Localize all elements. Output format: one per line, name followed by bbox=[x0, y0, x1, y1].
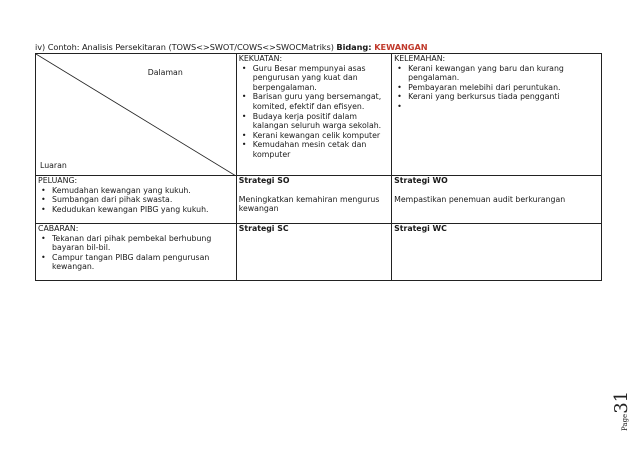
list-item: • Tekanan dari pihak pembekal berhubung bayaran bil-bil. bbox=[38, 234, 234, 253]
heading-text: iv) Contoh: Analisis Persekitaran (TOWS<>SWOT/COWS<>SWOCMatriks) bbox=[35, 42, 337, 52]
cabaran-cell bbox=[36, 224, 237, 281]
peluang-list bbox=[38, 186, 234, 215]
bidang-value: KEWANGAN bbox=[374, 42, 428, 52]
section-heading bbox=[35, 42, 428, 52]
peluang-title: PELUANG: bbox=[38, 176, 78, 185]
list-item: • Sumbangan dari pihak swasta. bbox=[38, 195, 234, 205]
strategi-sc-cell bbox=[236, 224, 391, 281]
strategi-wc-title: Strategi WC bbox=[394, 224, 447, 233]
kekuatan-cell bbox=[236, 54, 391, 176]
luaran-label: Luaran bbox=[40, 161, 67, 171]
list-item: • Budaya kerja positif dalam kalangan seluruh warga sekolah. bbox=[239, 112, 389, 131]
swot-matrix-table bbox=[35, 53, 602, 281]
peluang-cell bbox=[36, 176, 237, 224]
kelemahan-title: KELEMAHAN: bbox=[394, 54, 446, 63]
list-item: • Campur tangan PIBG dalam pengurusan kewangan. bbox=[38, 253, 234, 272]
page-number-value: 31 bbox=[611, 390, 632, 414]
list-item: • Pembayaran melebihi dari peruntukan. bbox=[394, 83, 599, 93]
kelemahan-cell bbox=[392, 54, 602, 176]
strategi-sc-title: Strategi SC bbox=[238, 224, 289, 233]
kekuatan-list bbox=[239, 64, 389, 160]
list-item: • Kemudahan mesin cetak dan komputer bbox=[239, 140, 389, 159]
list-item-empty bbox=[394, 102, 599, 112]
cabaran-title: CABARAN: bbox=[38, 224, 79, 233]
table-row-header bbox=[36, 54, 602, 176]
diagonal-header-cell bbox=[36, 54, 237, 176]
list-item: • Kerani yang berkursus tiada pengganti bbox=[394, 92, 599, 102]
list-item: • Kerani kewangan celik komputer bbox=[239, 131, 389, 141]
kekuatan-title: KEKUATAN: bbox=[238, 54, 283, 63]
diagonal-divider bbox=[36, 54, 236, 176]
strategi-wc-cell bbox=[392, 224, 602, 281]
list-item: • Kedudukan kewangan PIBG yang kukuh. bbox=[38, 205, 234, 215]
cabaran-list bbox=[38, 234, 234, 272]
bidang-label: Bidang: bbox=[336, 42, 375, 52]
strategi-wo-title: Strategi WO bbox=[394, 176, 448, 185]
strategi-so-title: Strategi SO bbox=[238, 176, 290, 185]
strategi-so-cell bbox=[236, 176, 391, 224]
kelemahan-list bbox=[394, 64, 599, 112]
page-number bbox=[611, 391, 632, 431]
table-row-peluang bbox=[36, 176, 602, 224]
list-item: • Kemudahan kewangan yang kukuh. bbox=[38, 186, 234, 196]
strategi-wo-cell bbox=[392, 176, 602, 224]
strategi-wo-text: Mempastikan penemuan audit berkurangan bbox=[394, 194, 566, 204]
page-label: Page bbox=[621, 413, 629, 431]
list-item: • Barisan guru yang bersemangat, komited, efektif dan efisyen. bbox=[239, 92, 389, 111]
table-row-cabaran bbox=[36, 224, 602, 281]
strategi-so-text: Meningkatkan kemahiran mengurus kewangan bbox=[238, 194, 380, 214]
list-item: • Kerani kewangan yang baru dan kurang pengalaman. bbox=[394, 64, 599, 83]
list-item: • Guru Besar mempunyai asas pengurusan yang kuat dan berpengalaman. bbox=[239, 64, 389, 93]
dalaman-label: Dalaman bbox=[147, 68, 183, 77]
